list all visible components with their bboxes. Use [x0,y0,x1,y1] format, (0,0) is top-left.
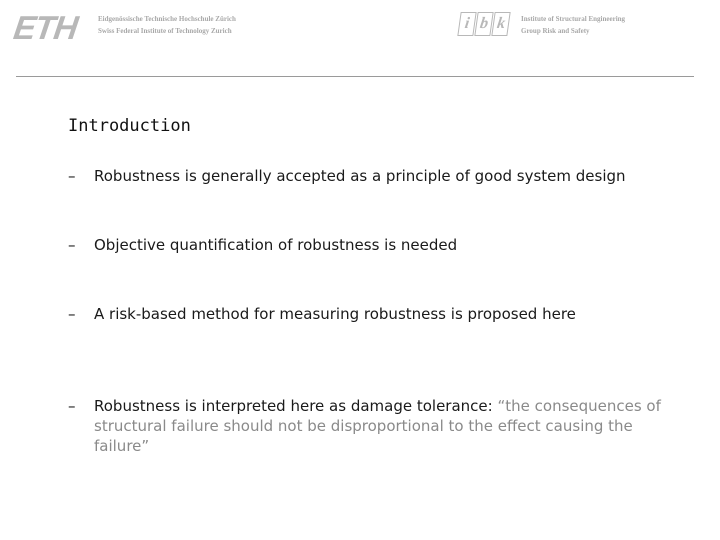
slide-title: Introduction [68,116,191,136]
bullet-text-with-quote [94,396,684,456]
ibk-logo-letter-k: k [491,12,510,36]
bullet-text: Robustness is generally accepted as a principle of good system design [94,167,626,185]
header-divider [16,76,694,77]
bullet-text: Objective quantification of robustness is needed [94,236,458,254]
ibk-institute-text [521,13,625,37]
bullet-dash: – [68,167,76,185]
bullet-dash: – [68,305,76,323]
eth-line-german: Eidgenössische Technische Hochschule Zürich [98,15,236,23]
ibk-logo-letter-i: i [457,12,476,36]
damage-tolerance-quote: “the consequences of structural failure should not be disproportional to the effect causing the failure” [94,397,661,455]
bullet-text: Robustness is interpreted here as damage tolerance: [94,397,498,415]
bullet-dash: – [68,397,76,415]
eth-institution-text [98,13,236,37]
ibk-line-group: Group Risk and Safety [521,27,590,35]
eth-line-english: Swiss Federal Institute of Technology Zurich [98,27,232,35]
bullet-text: A risk-based method for measuring robustness is proposed here [94,305,576,323]
ibk-line-institute: Institute of Structural Engineering [521,15,626,23]
eth-logo: ETH [11,9,80,46]
slide-header [0,0,720,80]
ibk-logo [459,12,510,36]
bullet-dash: – [68,236,76,254]
ibk-logo-letter-b: b [474,12,493,36]
